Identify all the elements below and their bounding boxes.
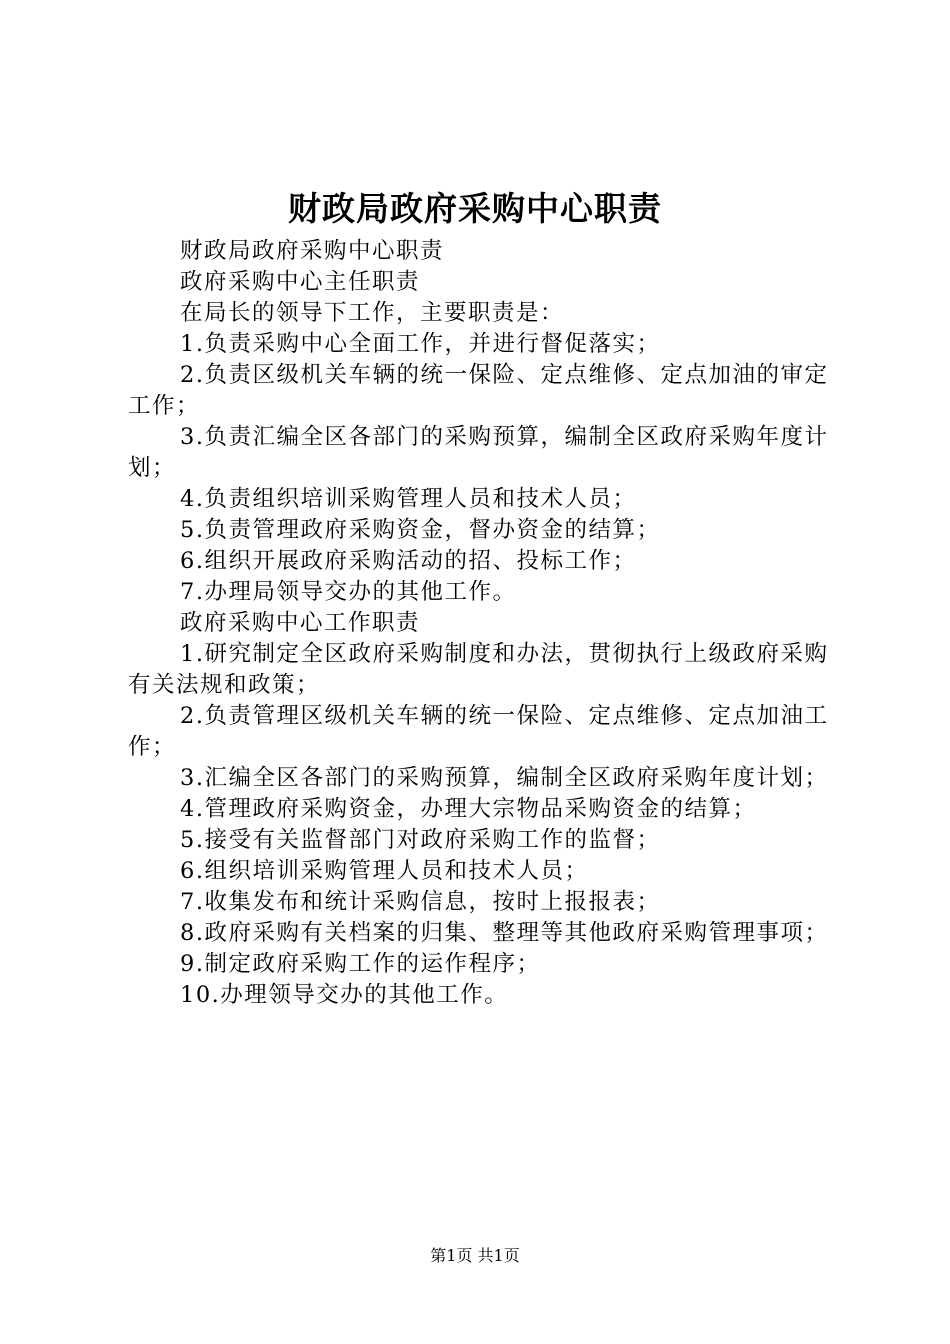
list-item: 1.研究制定全区政府采购制度和办法，贯彻执行上级政府采购有关法规和政策； <box>128 641 829 698</box>
list-item: 3.负责汇编全区各部门的采购预算，编制全区政府采购年度计划； <box>128 424 829 481</box>
list-item: 2.负责区级机关车辆的统一保险、定点维修、定点加油的审定工作； <box>128 362 829 419</box>
list-item: 6.组织培训采购管理人员和技术人员； <box>180 858 589 884</box>
list-item: 2.负责管理区级机关车辆的统一保险、定点维修、定点加油工作； <box>128 703 829 760</box>
list-item: 7.收集发布和统计采购信息，按时上报报表； <box>180 889 661 915</box>
list-item: 5.负责管理政府采购资金，督办资金的结算； <box>180 517 661 543</box>
page-footer: 第1页 共1页 <box>430 1246 520 1265</box>
section-heading-work: 政府采购中心工作职责 <box>180 610 421 636</box>
list-item: 6.组织开展政府采购活动的招、投标工作； <box>180 548 637 574</box>
list-item: 8.政府采购有关档案的归集、整理等其他政府采购管理事项； <box>180 920 829 946</box>
list-item: 5.接受有关监督部门对政府采购工作的监督； <box>180 827 661 853</box>
list-item: 1.负责采购中心全面工作，并进行督促落实； <box>180 331 661 357</box>
list-item: 4.管理政府采购资金，办理大宗物品采购资金的结算； <box>180 796 757 822</box>
list-item: 7.办理局领导交办的其他工作。 <box>180 579 517 605</box>
document-title: 财政局政府采购中心职责 <box>288 189 662 228</box>
section-heading-director: 政府采购中心主任职责 <box>180 269 421 295</box>
paragraph: 在局长的领导下工作，主要职责是： <box>180 300 565 326</box>
list-item: 4.负责组织培训采购管理人员和技术人员； <box>180 486 637 512</box>
list-item: 10.办理领导交办的其他工作。 <box>180 982 509 1008</box>
list-item: 3.汇编全区各部门的采购预算，编制全区政府采购年度计划； <box>180 765 829 791</box>
list-item: 9.制定政府采购工作的运作程序； <box>180 951 541 977</box>
document-body <box>128 236 834 1011</box>
paragraph: 财政局政府采购中心职责 <box>180 238 445 264</box>
